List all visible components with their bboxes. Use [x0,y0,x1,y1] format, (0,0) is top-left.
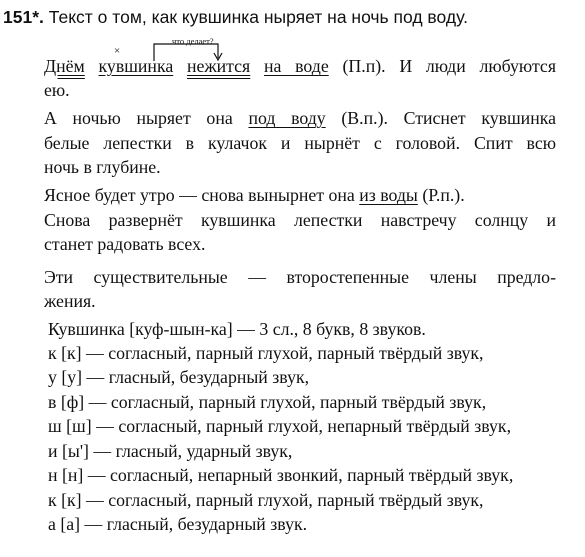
object-phrase: под воду [248,108,326,128]
subject-word: кувшинка [98,56,174,76]
phonetic-line: к [к] — согласный, парный глухой, парный твёрдый звук, [48,343,484,363]
text-line [44,183,465,208]
phonetic-line: н [н] — согласный, непарный звонкий, парный твёрдый звук, [48,465,514,485]
text-fragment: (П.п). И люди любуются [342,56,556,76]
annotation-note: что делает? [172,36,214,46]
text-line: белые лепестки в кулачок и нырнёт с головой. Спит всю [44,133,556,153]
text-line: ею. [44,80,70,100]
text-fragment: Ясное будет утро — снова вынырнет она [44,185,355,205]
text-fragment: (Р.п.). [422,185,465,205]
text-line: жения. [44,291,96,311]
text-fragment: (В.п.). Стиснет кувшинка [341,108,556,128]
phonetic-line: и [ы'] — гласный, ударный звук, [48,441,293,461]
task-header [3,6,468,28]
predicate-word: нежится [186,56,251,76]
object-phrase: из воды [359,185,418,205]
task-number: 151*. [3,7,44,27]
phonetic-line: к [к] — согласный, парный глухой, парный твёрдый звук, [48,490,484,510]
stress-mark: × [114,45,121,57]
text-line [44,54,556,79]
phonetic-summary: Кувшинка [куф-шын-ка] — 3 сл., 8 букв, 8 звуков. [48,319,426,339]
text-line: Снова развернёт кувшинка лепестки навстречу солнцу и [44,210,556,230]
text-line: ночь в глубине. [44,157,161,177]
phonetic-line: а [а] — гласный, безударный звук. [48,514,308,534]
phonetic-line: в [ф] — согласный, парный глухой, парный твёрдый звук, [48,392,487,412]
text-line: станет радовать всех. [44,234,206,254]
text-line: Эти существительные — второстепенные члены предло- [44,267,556,287]
phonetic-line: у [у] — гласный, безударный звук, [48,367,310,387]
phonetic-line: ш [ш] — согласный, парный глухой, непарный твёрдый звук, [48,416,512,436]
task-title: Текст о том, как кувшинка ныряет на ночь под воду. [48,7,468,27]
subject-word: Днём [44,56,85,76]
text-fragment: А ночью ныряет она [44,108,233,128]
text-line [44,106,556,131]
object-phrase: на воде [264,56,329,76]
